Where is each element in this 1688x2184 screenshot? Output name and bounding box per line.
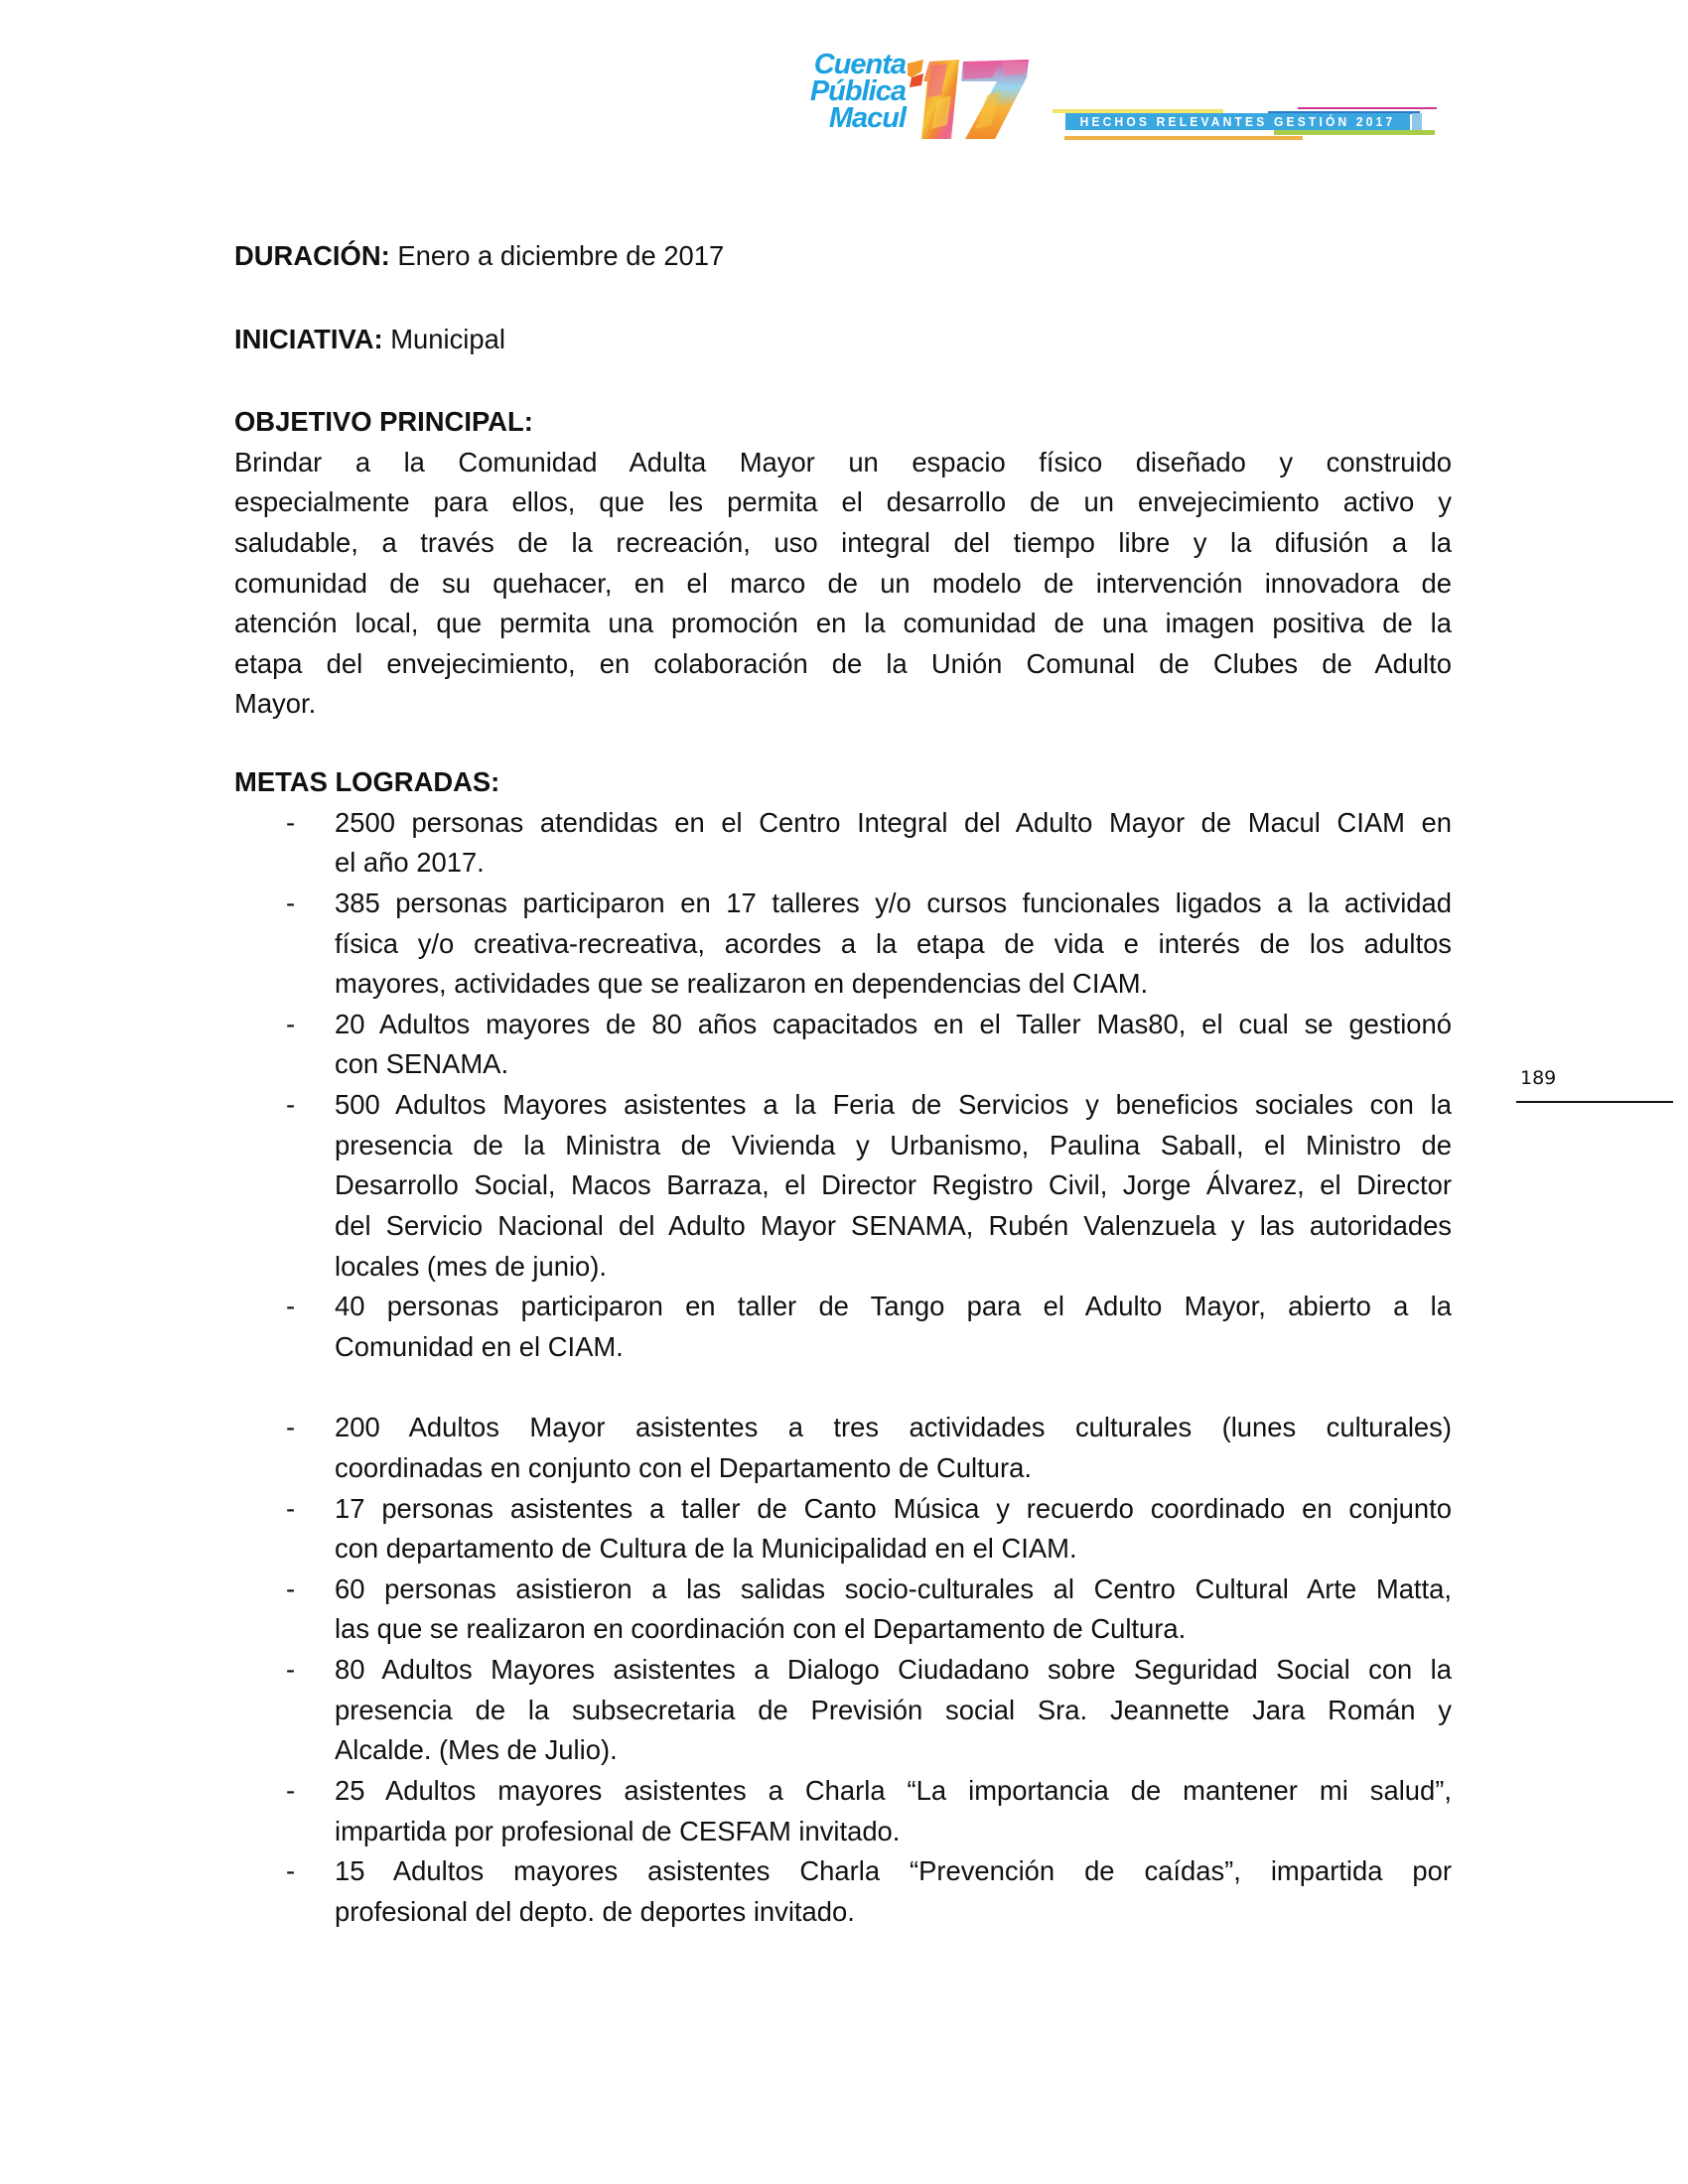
- list-item: [234, 1851, 1452, 1932]
- list-item: [234, 1408, 1452, 1488]
- list-item-line: las que se realizaron en coordinación con el Departamento de Cultura.: [335, 1613, 1187, 1645]
- paragraph-line: saludable, a través de la recreación, uso integral del tiempo libre y la difusión a la: [234, 526, 1452, 558]
- metas-section: [234, 762, 1452, 1933]
- list-item-line: 500 Adultos Mayores asistentes a la Feria de Servicios y beneficios sociales con la: [335, 1089, 1452, 1121]
- cuenta-publica-logo: [784, 49, 1043, 146]
- list-item-text: [335, 884, 1452, 1005]
- iniciativa-label: INICIATIVA:: [234, 324, 383, 354]
- bullet-dash: -: [286, 1654, 296, 1686]
- bullet-dash: -: [286, 1572, 296, 1604]
- hechos-relevantes-banner: [1048, 99, 1445, 147]
- list-item-line: impartida por profesional de CESFAM invitado.: [335, 1815, 901, 1846]
- bullet-dash: -: [286, 1855, 296, 1887]
- list-item-line: mayores, actividades que se realizaron en dependencias del CIAM.: [335, 968, 1149, 1000]
- page-number-rule: [1516, 1101, 1673, 1103]
- logo-wordmark: [784, 49, 906, 134]
- list-item: [234, 1489, 1452, 1570]
- list-item-text: [335, 1408, 1452, 1488]
- list-item-line: presencia de la subsecretaria de Previsión social Sra. Jeannette Jara Román y: [335, 1694, 1452, 1725]
- paragraph-line: etapa del envejecimiento, en colaboración de la Unión Comunal de Clubes de Adulto: [234, 647, 1452, 679]
- list-item: [234, 1287, 1452, 1367]
- list-item-line: profesional del depto. de deportes invitado.: [335, 1895, 855, 1927]
- banner-title: HECHOS RELEVANTES GESTIÓN 2017: [1079, 114, 1396, 129]
- banner-orange-stripe: [1064, 136, 1303, 140]
- logo-word: Macul: [828, 102, 906, 134]
- objetivo-section: [234, 402, 1452, 725]
- list-item-line: 2500 personas atendidas en el Centro Integral del Adulto Mayor de Macul CIAM en: [335, 806, 1452, 838]
- list-item-line: Desarrollo Social, Macos Barraza, el Director Registro Civil, Jorge Álvarez, el Director: [335, 1169, 1452, 1201]
- list-item-text: [335, 1650, 1452, 1771]
- duracion-field: [234, 236, 1452, 277]
- list-item: [234, 1650, 1452, 1771]
- list-item-line: con departamento de Cultura de la Municipalidad en el CIAM.: [335, 1533, 1077, 1565]
- metas-heading: METAS LOGRADAS:: [234, 766, 500, 797]
- paragraph-line: Mayor.: [234, 688, 317, 720]
- list-item-line: el año 2017.: [335, 847, 485, 879]
- paragraph-line: especialmente para ellos, que les permita el desarrollo de un envejecimiento activo y: [234, 486, 1452, 518]
- list-item: [234, 1771, 1452, 1851]
- list-item-line: 25 Adultos mayores asistentes a Charla “La importancia de mantener mi salud”,: [335, 1775, 1452, 1807]
- bullet-dash: -: [286, 1089, 296, 1121]
- list-item-text: [335, 1570, 1452, 1650]
- list-item-text: [335, 1085, 1452, 1287]
- paragraph-line: comunidad de su quehacer, en el marco de un modelo de intervención innovadora de: [234, 567, 1452, 599]
- bullet-dash: -: [286, 1412, 296, 1443]
- bullet-dash: -: [286, 806, 296, 838]
- list-item-line: 40 personas participaron en taller de Tango para el Adulto Mayor, abierto a la: [335, 1291, 1452, 1322]
- list-item-line: 20 Adultos mayores de 80 años capacitados en el Taller Mas80, el cual se gestionó: [335, 1008, 1452, 1039]
- list-item-line: con SENAMA.: [335, 1048, 509, 1080]
- blank-line: [234, 1368, 1452, 1409]
- duracion-label: DURACIÓN:: [234, 240, 390, 271]
- bullet-dash: -: [286, 1291, 296, 1322]
- list-item: [234, 803, 1452, 884]
- banner-green-stripe: [1274, 130, 1435, 135]
- list-item-line: 17 personas asistentes a taller de Canto Música y recuerdo coordinado en conjunto: [335, 1492, 1452, 1524]
- banner-band: [1065, 113, 1410, 130]
- list-item-text: [335, 1851, 1452, 1932]
- logo-17-graphic: [902, 56, 1033, 141]
- list-item-line: coordinadas en conjunto con el Departamento de Cultura.: [335, 1451, 1032, 1483]
- list-item-text: [335, 1005, 1452, 1085]
- list-item-text: [335, 803, 1452, 884]
- list-item-line: presencia de la Ministra de Vivienda y Urbanismo, Paulina Saball, el Ministro de: [335, 1129, 1452, 1160]
- list-item-line: 60 personas asistieron a las salidas socio-culturales al Centro Cultural Arte Matta,: [335, 1572, 1452, 1604]
- list-item-text: [335, 1287, 1452, 1367]
- list-item: [234, 1005, 1452, 1085]
- banner-lightblue-block: [1412, 113, 1422, 130]
- paragraph-line: atención local, que permita una promoción en la comunidad de una imagen positiva de la: [234, 608, 1452, 639]
- bullet-dash: -: [286, 1008, 296, 1039]
- list-item-line: 200 Adultos Mayor asistentes a tres actividades culturales (lunes culturales): [335, 1412, 1452, 1443]
- list-item: [234, 1570, 1452, 1650]
- banner-magenta-stripe: [1298, 107, 1437, 109]
- bullet-dash: -: [286, 1492, 296, 1524]
- list-item-line: Comunidad en el CIAM.: [335, 1330, 624, 1362]
- list-item-text: [335, 1489, 1452, 1570]
- iniciativa-value: Municipal: [382, 324, 505, 354]
- logo-word: Pública: [809, 75, 906, 107]
- list-item-line: del Servicio Nacional del Adulto Mayor SENAMA, Rubén Valenzuela y las autoridades: [335, 1210, 1452, 1242]
- list-item: [234, 1085, 1452, 1287]
- list-item: [234, 884, 1452, 1005]
- list-item-line: 385 personas participaron en 17 talleres y/o cursos funcionales ligados a la actividad: [335, 887, 1452, 918]
- paragraph-line: Brindar a la Comunidad Adulta Mayor un espacio físico diseñado y construido: [234, 446, 1452, 478]
- logo-word: Cuenta: [813, 49, 906, 80]
- list-item-line: 80 Adultos Mayores asistentes a Dialogo Ciudadano sobre Seguridad Social con la: [335, 1654, 1452, 1686]
- objetivo-paragraph: [234, 443, 1452, 725]
- list-item-line: 15 Adultos mayores asistentes Charla “Prevención de caídas”, impartida por: [335, 1855, 1452, 1887]
- bullet-dash: -: [286, 887, 296, 918]
- page-number: 189: [1520, 1067, 1557, 1089]
- metas-list: [234, 803, 1452, 1933]
- objetivo-heading: OBJETIVO PRINCIPAL:: [234, 406, 533, 437]
- list-item-line: locales (mes de junio).: [335, 1250, 608, 1282]
- list-item-text: [335, 1771, 1452, 1851]
- logo-17-icon: [902, 56, 1033, 141]
- list-item-line: Alcalde. (Mes de Julio).: [335, 1734, 618, 1766]
- iniciativa-field: [234, 320, 1452, 360]
- list-item-line: física y/o creativa-recreativa, acordes a la etapa de vida e interés de los adultos: [335, 927, 1452, 959]
- duracion-value: Enero a diciembre de 2017: [389, 240, 725, 271]
- bullet-dash: -: [286, 1775, 296, 1807]
